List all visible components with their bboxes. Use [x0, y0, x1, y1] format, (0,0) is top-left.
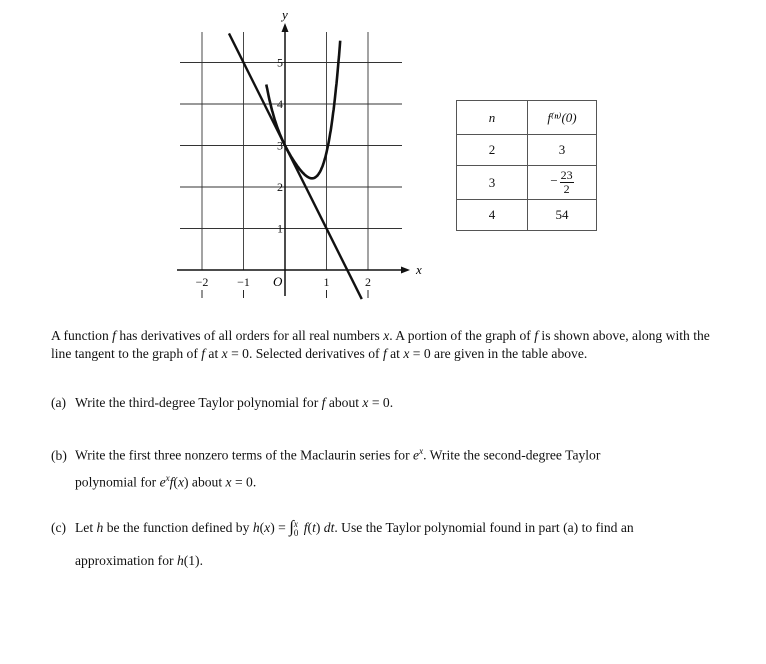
- derivatives-table: [456, 100, 597, 231]
- tick-labels: [196, 56, 371, 299]
- y-axis-label: y: [282, 7, 288, 22]
- table-row: [457, 166, 597, 200]
- problem-intro: A function f has derivatives of all orders for all real numbers x. A portion of the graph of f is shown above, along with the line tangent to the graph of f at x = 0. Selected derivatives of f at x = 0 are given in the table above.: [51, 328, 710, 361]
- x-tick-label: 2: [365, 275, 371, 289]
- row-n: 2: [457, 135, 528, 166]
- negative-sign: −: [550, 173, 558, 189]
- part-c: (c) Let h be the function defined by h(x) = ∫x 0 f(t) dt. Use the Taylor polynomial found in part (a) to find an: [51, 517, 634, 538]
- row-value: 3: [528, 135, 597, 166]
- tangent-line: [229, 33, 362, 299]
- part-b: (b) Write the first three nonzero terms of the Maclaurin series for $e^x$. Write the second-degree Taylor polynomial for $e^xf(x)$ about x = 0.: [51, 446, 601, 490]
- part-a-label: (a): [51, 395, 67, 410]
- table-header-row: [457, 101, 597, 135]
- y-tick-label: 3: [277, 138, 283, 153]
- x-axis-label: x: [416, 262, 422, 277]
- x-tick-label: 1: [323, 275, 330, 289]
- x-axis-arrow: [401, 267, 410, 274]
- part-b-label: (b): [51, 447, 67, 463]
- y-tick-label: 5: [277, 55, 283, 70]
- fraction: [560, 169, 574, 195]
- header-derivative: f⁽ⁿ⁾(0): [528, 101, 597, 135]
- row-value: 54: [528, 200, 597, 231]
- part-c-continued: approximation for h(1).: [75, 553, 203, 568]
- y-axis-arrow: [282, 23, 289, 32]
- y-tick-label: 4: [277, 97, 283, 111]
- origin-label: O: [273, 274, 283, 289]
- table-row: [457, 200, 597, 231]
- header-n: n: [457, 101, 528, 135]
- table-row: [457, 135, 597, 166]
- function-graph: [0, 0, 440, 310]
- integral-sign: ∫: [289, 517, 294, 536]
- y-tick-label: 2: [277, 180, 283, 194]
- fraction-numerator: 23: [560, 168, 573, 183]
- x-tick-label: −2: [195, 275, 209, 289]
- grid: [180, 32, 402, 270]
- part-c-label: (c): [51, 520, 67, 535]
- row-value: [528, 166, 597, 200]
- fraction-denominator: 2: [563, 182, 570, 196]
- y-tick-label: 1: [277, 221, 283, 236]
- x-tick-label: −1: [237, 275, 250, 289]
- row-n: 4: [457, 200, 528, 231]
- part-a: (a) Write the third-degree Taylor polynomial for f about x = 0.: [51, 392, 721, 414]
- row-n: 3: [457, 166, 528, 200]
